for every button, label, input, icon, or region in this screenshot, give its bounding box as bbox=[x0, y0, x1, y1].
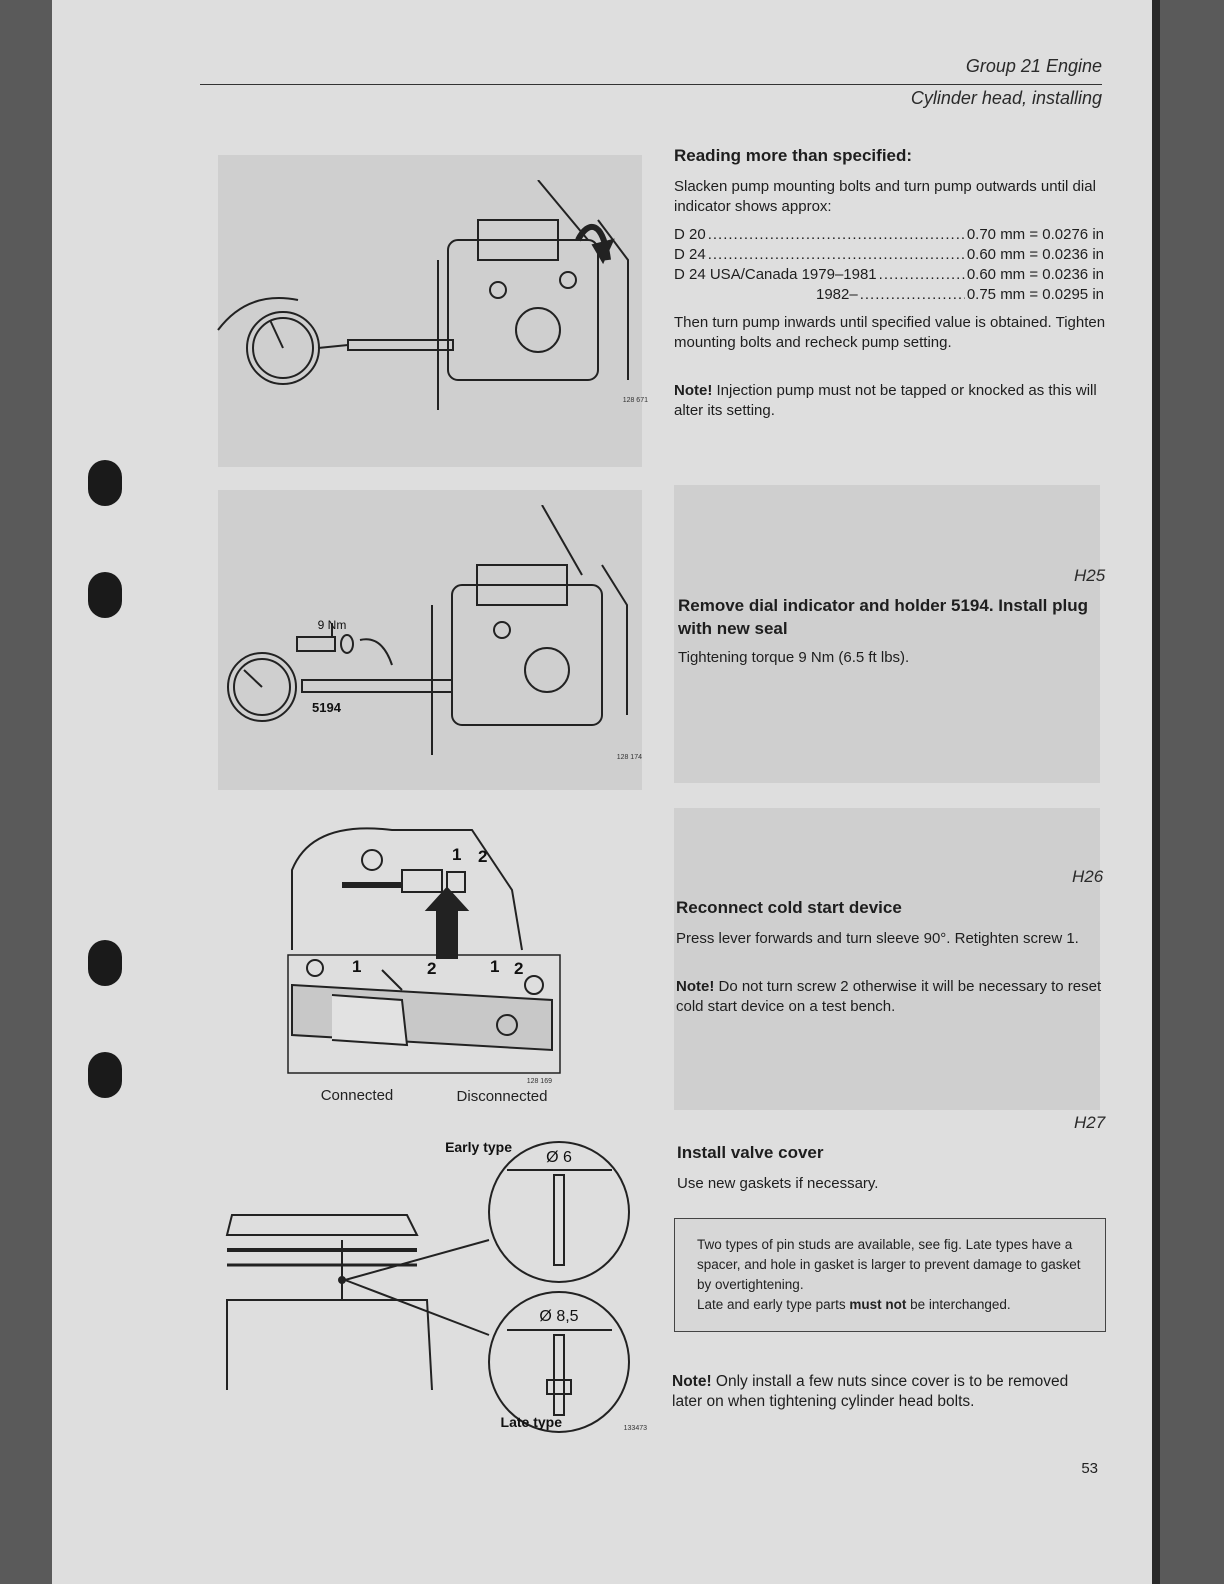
label-connected: Connected bbox=[320, 1087, 394, 1104]
figure-dial-indicator-pump bbox=[208, 180, 648, 420]
header-rule bbox=[200, 84, 1102, 85]
figure-valve-cover-studs bbox=[217, 1130, 647, 1440]
block1-note: Note! Injection pump must not be tapped or knocked as this will alter its setting. bbox=[674, 382, 1097, 419]
heading-h27: Install valve cover bbox=[677, 1143, 824, 1162]
ref-h25: H25 bbox=[1074, 566, 1106, 585]
h26-note: Note! Do not turn screw 2 otherwise it will be necessary to reset cold start device on a test bench. bbox=[676, 978, 1102, 1015]
callout-1: 1 bbox=[452, 845, 462, 864]
label-disconnected: Disconnected bbox=[456, 1088, 548, 1105]
figure-code: 128 169 bbox=[526, 1078, 552, 1085]
callout-1: 1 bbox=[490, 957, 500, 976]
page-number: 53 bbox=[1081, 1460, 1098, 1477]
manual-page bbox=[52, 0, 1160, 1584]
block1-intro: Slacken pump mounting bolts and turn pump outwards until dial indicator shows approx: bbox=[674, 178, 1096, 215]
figure-remove-dial-indicator bbox=[182, 505, 642, 765]
label-late-type: Late type bbox=[500, 1414, 562, 1430]
spec-row: D 24 ..... 0.60 mm = 0.0236 in bbox=[674, 245, 1104, 265]
h27-note: Note! Only install a few nuts since cover is to be removed later on when tightening cylinder head bolts. bbox=[672, 1373, 1069, 1410]
info-box-text: Two types of pin studs are available, see fig. Late types have a spacer, and hole in gasket is larger to prevent damage to gasket by overtightening. bbox=[697, 1237, 1081, 1292]
ref-h26: H26 bbox=[1072, 867, 1104, 886]
callout-2: 2 bbox=[427, 959, 437, 978]
heading-h26: Reconnect cold start device bbox=[676, 898, 902, 917]
torque-label: 9 Nm bbox=[317, 618, 347, 632]
header-section: Cylinder head, installing bbox=[910, 88, 1102, 108]
binder-hole bbox=[88, 572, 122, 618]
spec-row: D 24 USA/Canada 1979–1981 ..... 0.60 mm = 0.0236 in bbox=[674, 265, 1104, 285]
callout-2: 2 bbox=[514, 959, 524, 978]
figure-cold-start-device bbox=[252, 800, 652, 1110]
binder-hole bbox=[88, 1052, 122, 1098]
figure-code: 133473 bbox=[623, 1425, 647, 1432]
info-box: Two types of pin studs are available, see fig. Late types have a spacer, and hole in gasket is larger to prevent damage to gasket by overtightening. Late and early type parts must not be interchanged. bbox=[674, 1218, 1106, 1332]
figure-code: 128 671 bbox=[622, 397, 648, 404]
page-edge-shadow bbox=[1152, 0, 1160, 1584]
diameter-early: Ø 6 bbox=[546, 1149, 572, 1166]
heading-h25: Remove dial indicator and holder 5194. Install plug with new seal bbox=[678, 596, 1088, 638]
label-early-type: Early type bbox=[445, 1139, 512, 1155]
spec-row: 1982– ..... 0.75 mm = 0.0295 in bbox=[674, 285, 1104, 305]
diameter-late: Ø 8,5 bbox=[539, 1308, 579, 1325]
heading-reading-more: Reading more than specified: bbox=[674, 146, 913, 165]
figure-code: 128 174 bbox=[616, 754, 642, 761]
tool-number-label: 5194 bbox=[312, 700, 341, 715]
ref-h27: H27 bbox=[1074, 1113, 1106, 1132]
header-group: Group 21 Engine bbox=[965, 56, 1102, 76]
h26-text: Press lever forwards and turn sleeve 90°. Retighten screw 1. bbox=[676, 930, 1079, 947]
callout-1: 1 bbox=[352, 957, 362, 976]
text-panel bbox=[674, 808, 1100, 1110]
binder-hole bbox=[88, 460, 122, 506]
binder-hole bbox=[88, 940, 122, 986]
spec-row: D 20 ..... 0.70 mm = 0.0276 in bbox=[674, 225, 1104, 245]
h25-text: Tightening torque 9 Nm (6.5 ft lbs). bbox=[678, 649, 910, 666]
block1-para: Then turn pump inwards until specified value is obtained. Tighten mounting bolts and recheck pump setting. bbox=[674, 314, 1106, 351]
callout-2: 2 bbox=[478, 847, 488, 866]
h27-text: Use new gaskets if necessary. bbox=[677, 1175, 879, 1192]
spec-table bbox=[674, 225, 1104, 305]
